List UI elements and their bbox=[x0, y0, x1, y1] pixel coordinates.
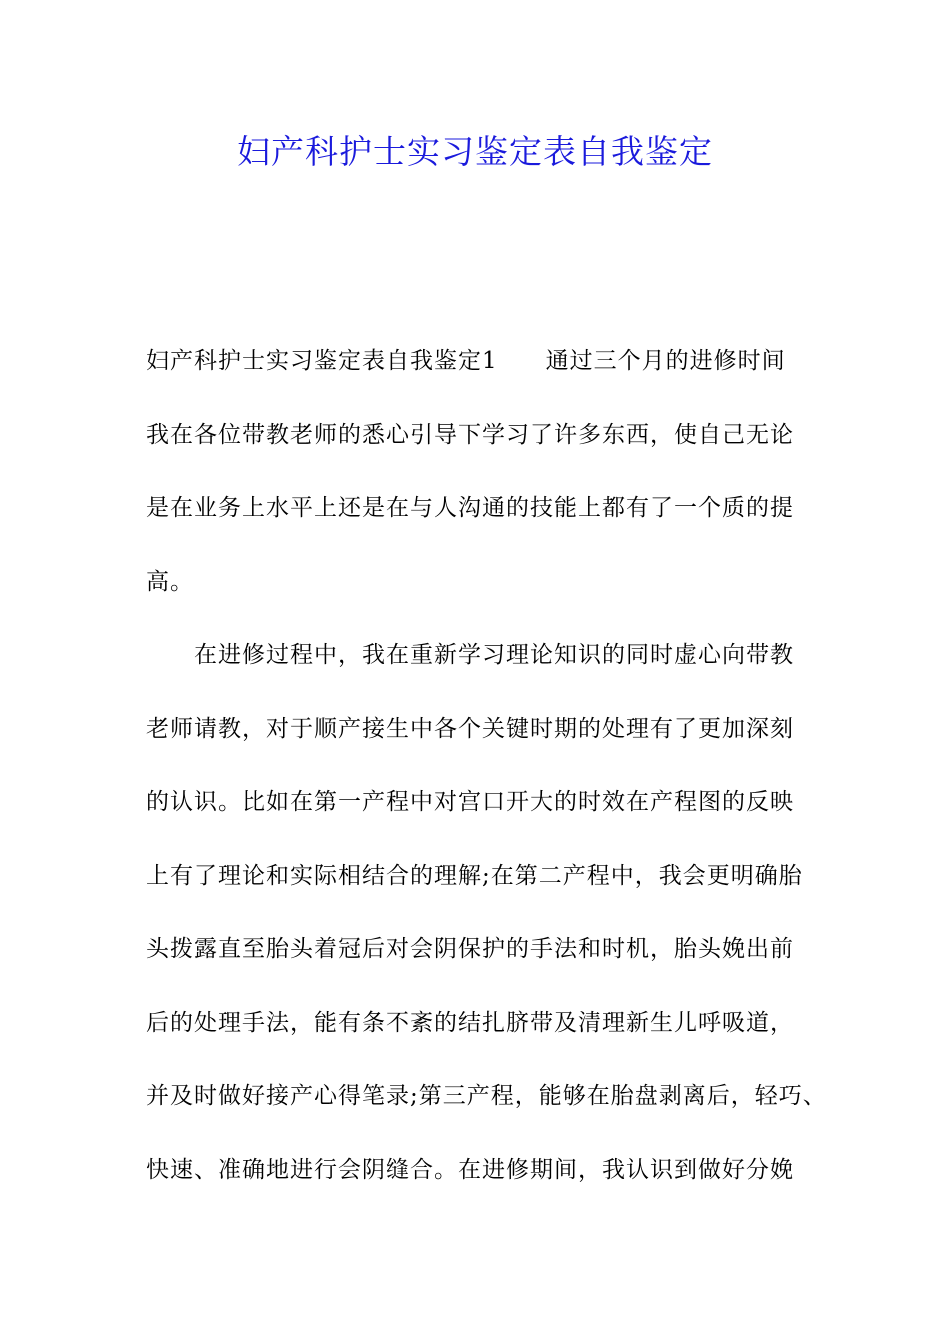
body-line: 后的处理手法，能有条不紊的结扎脐带及清理新生儿呼吸道， bbox=[146, 1009, 794, 1036]
body-line: 并及时做好接产心得笔录;第三产程，能够在胎盘剥离后，轻巧、 bbox=[146, 1083, 827, 1109]
body-line: 快速、准确地进行会阴缝合。在进修期间，我认识到做好分娩 bbox=[146, 1156, 794, 1183]
document-body bbox=[146, 337, 846, 1219]
body-line: 高。 bbox=[146, 568, 194, 595]
body-line: 头拨露直至胎头着冠后对会阴保护的手法和时机，胎头娩出前 bbox=[146, 936, 794, 962]
body-line: 妇产科护士实习鉴定表自我鉴定1 通过三个月的进修时间 bbox=[146, 348, 786, 374]
document-title: 妇产科护士实习鉴定表自我鉴定 bbox=[237, 132, 713, 171]
body-line: 老师请教，对于顺产接生中各个关键时期的处理有了更加深刻 bbox=[146, 715, 794, 742]
body-line: 我在各位带教老师的悉心引导下学习了许多东西，使自己无论 bbox=[146, 421, 794, 448]
body-line: 在进修过程中，我在重新学习理论知识的同时虚心向带教 bbox=[146, 642, 794, 668]
body-line: 的认识。比如在第一产程中对宫口开大的时效在产程图的反映 bbox=[146, 789, 794, 815]
body-line: 上有了理论和实际相结合的理解;在第二产程中，我会更明确胎 bbox=[146, 862, 803, 889]
body-line: 是在业务上水平上还是在与人沟通的技能上都有了一个质的提 bbox=[146, 495, 794, 521]
